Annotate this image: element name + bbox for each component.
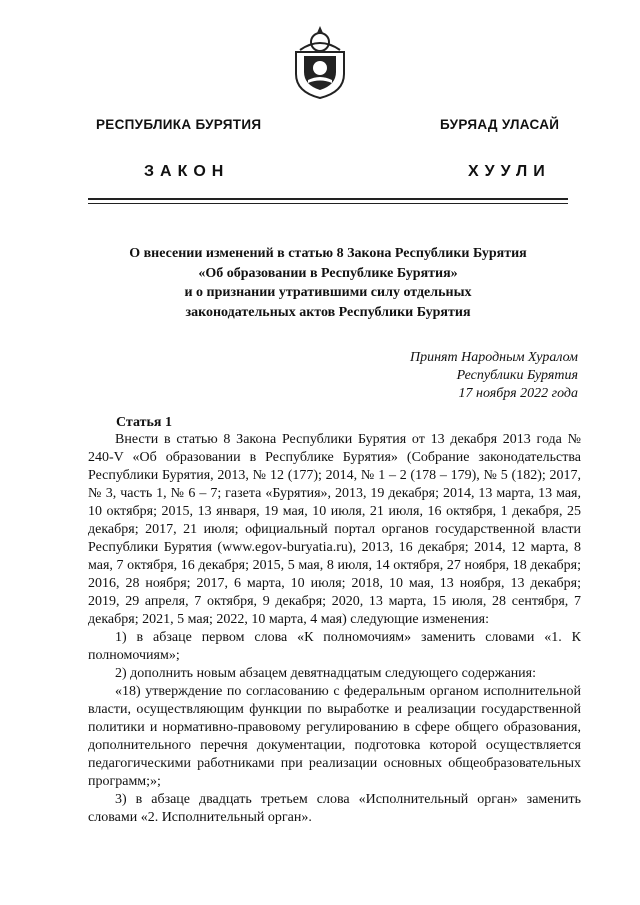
republic-name-buryat: БУРЯАД УЛАСАЙ bbox=[440, 117, 560, 132]
adoption-line: Республики Бурятия bbox=[456, 368, 578, 383]
article-paragraph: «18) утверждение по согласованию с федеральным органом исполнительной власти, осуществляющим функции по выработке и реализации государственной политики и нормативно-правовому регулированию в сфере общего образования, дополнительного перечня документации, подготовка которой осуществляется педагогическими работниками при реализации основных общеобразовательных программ;»; bbox=[88, 684, 581, 789]
article-heading: Статья 1 bbox=[116, 415, 172, 430]
article-body bbox=[88, 431, 581, 827]
adoption-line: Принят Народным Хуралом bbox=[409, 350, 578, 365]
law-label-buryat: ХУУЛИ bbox=[468, 163, 551, 180]
buryatia-coat-of-arms-icon bbox=[292, 22, 348, 100]
law-title-line: и о признании утратившими силу отдельных bbox=[184, 285, 472, 300]
adoption-date: 17 ноября 2022 года bbox=[458, 386, 578, 401]
law-title-line: О внесении изменений в статью 8 Закона Республики Бурятия bbox=[129, 246, 527, 261]
adoption-note bbox=[410, 349, 578, 403]
article-paragraph: Внести в статью 8 Закона Республики Бурятия от 13 декабря 2013 года № 240-V «Об образовании в Республике Бурятия» (Собрание законодательства Республики Бурятия, 2013, № 12 (177); 2014, № 1 – 2 (178 – 179), № 5 (182); 2017, № 3, часть 1, № 6 – 7; газета «Бурятия», 2013, 19 декабря; 2014, 13 марта, 13 мая, 10 октября; 2015, 13 января, 19 мая, 10 июля, 21 июля, 16 октября, 1 декабря, 25 декабря; 2017, 21 июля; официальный портал органов государственной власти Республики Бурятия (www.egov-buryatia.ru), 2013, 16 декабря; 2014, 12 марта, 8 мая, 7 октября, 16 декабря; 2015, 5 мая, 8 июля, 14 октября, 27 ноября, 18 декабря; 2016, 28 ноября; 2017, 6 марта, 10 июля; 2018, 10 мая, 13 ноября, 13 декабря; 2019, 29 апреля, 7 октября, 9 декабря; 2020, 13 марта, 15 июля, 28 сентября, 7 декабря; 2021, 5 мая; 2022, 10 марта, 4 мая) следующие изменения: bbox=[88, 432, 581, 627]
law-label-russian: ЗАКОН bbox=[144, 163, 230, 180]
article-paragraph: 2) дополнить новым абзацем девятнадцатым следующего содержания: bbox=[115, 666, 537, 681]
header-rule-thin bbox=[88, 203, 568, 204]
republic-name-russian: РЕСПУБЛИКА БУРЯТИЯ bbox=[96, 117, 262, 132]
law-title-line: «Об образовании в Республике Бурятия» bbox=[198, 265, 458, 281]
law-title bbox=[88, 244, 568, 322]
law-title-line: законодательных актов Республики Бурятия bbox=[185, 304, 471, 320]
article-paragraph: 3) в абзаце двадцать третьем слова «Исполнительный орган» заменить словами «2. Исполнительный орган». bbox=[88, 792, 581, 825]
header-rule-thick bbox=[88, 198, 568, 200]
article-paragraph: 1) в абзаце первом слова «К полномочиям» заменить словами «1. К полномочиям»; bbox=[88, 630, 581, 663]
